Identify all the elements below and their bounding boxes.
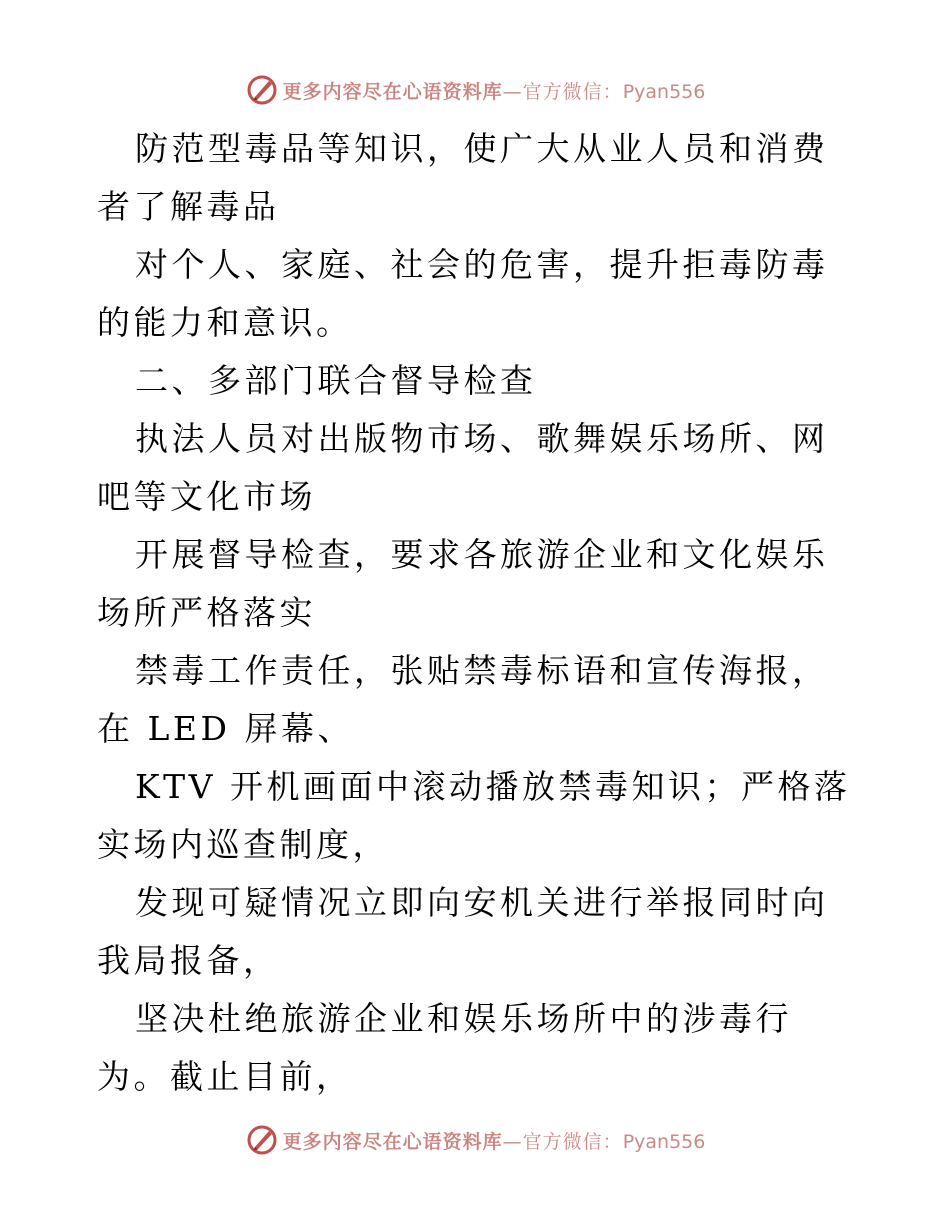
watermark-brand: 更多内容尽在心语资料库 xyxy=(282,1130,503,1153)
paragraph: 对个人、家庭、社会的危害，提升拒毒防毒的能力和意识。 xyxy=(97,245,829,342)
watermark-brand: 更多内容尽在心语资料库 xyxy=(282,80,503,103)
header-watermark xyxy=(0,70,950,110)
paragraph: 开展督导检查，要求各旅游企业和文化娱乐场所严格落实 xyxy=(97,535,829,632)
paragraph: KTV 开机画面中滚动播放禁毒知识；严格落实场内巡查制度， xyxy=(97,767,851,864)
quill-pen-logo-icon xyxy=(245,1123,279,1157)
watermark-contact: 官方微信： xyxy=(522,80,623,103)
footer-watermark xyxy=(0,1120,950,1160)
paragraph: 防范型毒品等知识，使广大从业人员和消费者了解毒品 xyxy=(97,129,829,226)
watermark-contact: 官方微信： xyxy=(522,1130,623,1153)
watermark-dash: — xyxy=(502,80,523,103)
paragraph: 禁毒工作责任，张贴禁毒标语和宣传海报，在 LED 屏幕、 xyxy=(97,651,829,748)
section-heading: 二、多部门联合督导检查 xyxy=(135,361,537,400)
watermark-text xyxy=(283,1127,706,1154)
paragraph: 执法人员对出版物市场、歌舞娱乐场所、网吧等文化市场 xyxy=(97,419,829,516)
document-body xyxy=(97,120,857,1106)
quill-pen-logo-icon xyxy=(245,73,279,107)
paragraph: 发现可疑情况立即向安机关进行举报同时向我局报备， xyxy=(97,883,829,980)
paragraph: 坚决杜绝旅游企业和娱乐场所中的涉毒行为。截止目前， xyxy=(97,999,792,1096)
watermark-text xyxy=(283,77,706,104)
watermark-wechat-id: Pyan556 xyxy=(622,80,706,103)
watermark-dash: — xyxy=(502,1130,523,1153)
watermark-wechat-id: Pyan556 xyxy=(622,1130,706,1153)
